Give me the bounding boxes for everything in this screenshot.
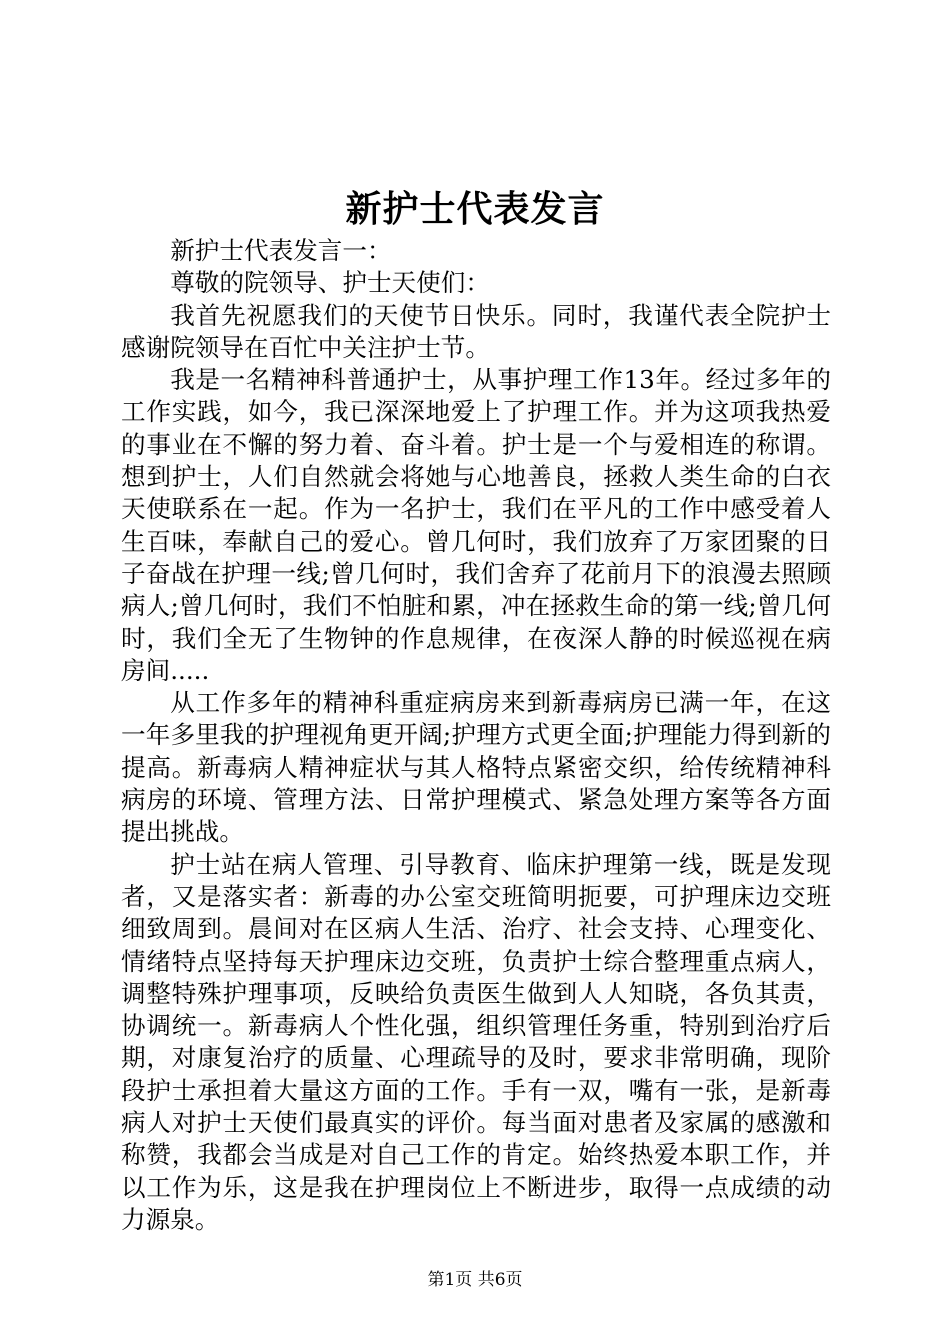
body-paragraph: 我首先祝愿我们的天使节日快乐。同时，我谨代表全院护士感谢院领导在百忙中关注护士节。 (121, 300, 831, 362)
body-paragraph: 从工作多年的精神科重症病房来到新毒病房已满一年，在这一年多里我的护理视角更开阔;护理方式更全面;护理能力得到新的提高。新毒病人精神症状与其人格特点紧密交织，给传统精神科病房的环境、管理方法、日常护理模式、紧急处理方案等各方面提出挑战。 (121, 688, 831, 847)
salutation-heading: 新护士代表发言一： (170, 236, 392, 265)
document-title: 新护士代表发言 (345, 188, 605, 230)
salutation: 尊敬的院领导、护士天使们： (170, 268, 490, 298)
document-body (121, 235, 831, 1236)
body-paragraph: 我是一名精神科普通护士，从事护理工作13年。经过多年的工作实践，如今，我已深深地爱上了护理工作。并为这项我热爱的事业在不懈的努力着、奋斗着。护士是一个与爱相连的称谓。想到护士，人们自然就会将她与心地善良，拯救人类生命的白衣天使联系在一起。作为一名护士，我们在平凡的工作中感受着人生百味，奉献自己的爱心。曾几何时，我们放弃了万家团聚的日子奋战在护理一线;曾几何时，我们舍弃了花前月下的浪漫去照顾病人;曾几何时，我们不怕脏和累，冲在拯救生命的第一线;曾几何时，我们全无了生物钟的作息规律，在夜深人静的时候巡视在病房间..... (121, 365, 831, 685)
body-paragraph: 护士站在病人管理、引导教育、临床护理第一线，既是发现者，又是落实者：新毒的办公室交班简明扼要，可护理床边交班细致周到。晨间对在区病人生活、治疗、社会支持、心理变化、情绪特点坚持每天护理床边交班，负责护士综合整理重点病人，调整特殊护理事项，反映给负责医生做到人人知晓，各负其责，协调统一。新毒病人个性化强，组织管理任务重，特别到治疗后期，对康复治疗的质量、心理疏导的及时，要求非常明确，现阶段护士承担着大量这方面的工作。手有一双，嘴有一张，是新毒病人对护士天使们最真实的评价。每当面对患者及家属的感激和称赞，我都会当成是对自己工作的肯定。始终热爱本职工作，并以工作为乐，这是我在护理岗位上不断进步，取得一点成绩的动力源泉。 (121, 849, 831, 1234)
page-footer: 第1页 共6页 (427, 1270, 523, 1290)
